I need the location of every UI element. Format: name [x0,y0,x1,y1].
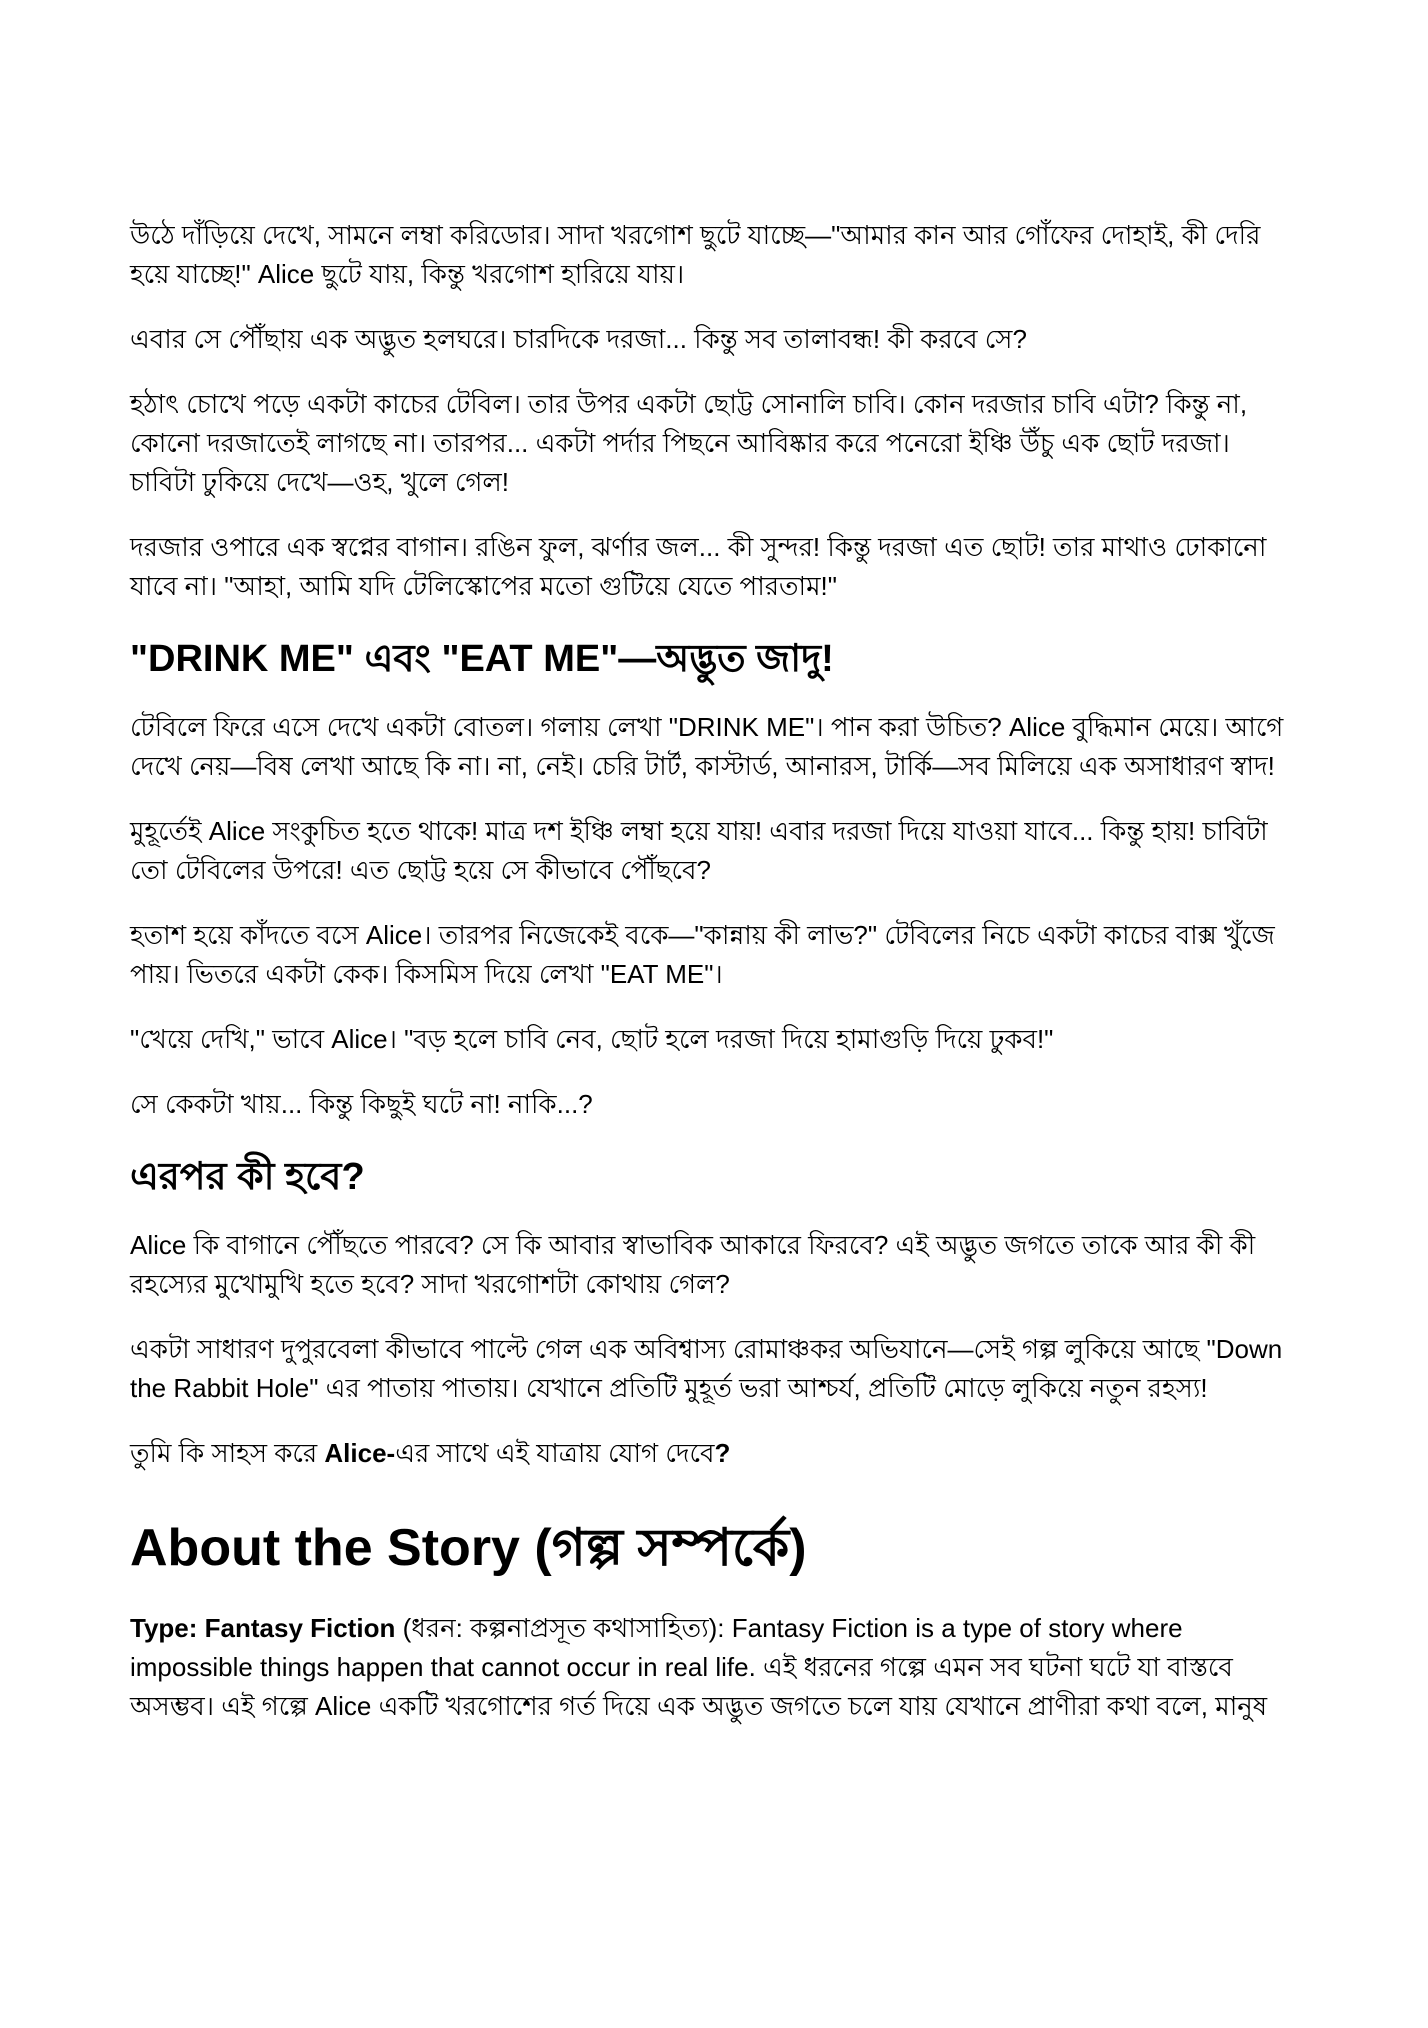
story-paragraph-shrinking: মুহূর্তেই Alice সংকুচিত হতে থাকে! মাত্র দশ ইঞ্চি লম্বা হয়ে যায়! এবার দরজা দিয়ে যাওয়া যাবে... কিন্তু হায়! চাবিটা তো টেবিলের উপরে! এত ছোট্ট হয়ে সে কীভাবে পৌঁছবে? [130,816,1268,885]
page-title-about-the-story: About the Story (গল্প সম্পর্কে) [130,1519,807,1577]
section-heading-whats-next: এরপর কী হবে? [130,1156,365,1198]
story-paragraph-drink-me-bottle: টেবিলে ফিরে এসে দেখে একটা বোতল। গলায় লেখা "DRINK ME"। পান করা উচিত? Alice বুদ্ধিমান মেয়ে। আগে দেখে নেয়—বিষ লেখা আছে কি না। না, নেই। চেরি টার্ট, কাস্টার্ড, আনারস, টার্কি—সব মিলিয়ে এক অসাধারণ স্বাদ! [130,712,1284,781]
story-paragraph-invitation [130,1434,1300,1473]
story-paragraph-alice-plan: "খেয়ে দেখি," ভাবে Alice। "বড় হলে চাবি নেব, ছোট হলে দরজা দিয়ে হামাগুড়ি দিয়ে ঢুকব!" [130,1024,1054,1054]
about-type-rest: (ধরন: কল্পনাপ্রসূত কথাসাহিত্য): Fantasy Fiction is a type of story where impossible things happen that cannot occur in real life. এই ধরনের গল্পে এমন সব ঘটনা ঘটে যা বাস্তবে অসম্ভব। এই গল্পে Alice একটি খরগোশের গর্ত দিয়ে এক অদ্ভুত জগতে চলে যায় যেখানে প্রাণীরা কথা বলে, মানুষ [130,1613,1268,1721]
story-paragraph-eat-me-cake: হতাশ হয়ে কাঁদতে বসে Alice। তারপর নিজেকেই বকে—"কান্নায় কী লাভ?" টেবিলের নিচে একটা কাচের বাক্স খুঁজে পায়। ভিতরে একটা কেক। কিসমিস দিয়ে লেখা "EAT ME"। [130,920,1275,989]
story-paragraph-questions: Alice কি বাগানে পৌঁছতে পারবে? সে কি আবার স্বাভাবিক আকারে ফিরবে? এই অদ্ভুত জগতে তাকে আর কী কী রহস্যের মুখোমুখি হতে হবে? সাদা খরগোশটা কোথায় গেল? [130,1230,1256,1299]
invitation-question-mark-bold: ? [714,1438,731,1468]
story-paragraph-hall-of-doors: এবার সে পৌঁছায় এক অদ্ভুত হলঘরে। চারদিকে দরজা... কিন্তু সব তালাবন্ধ! কী করবে সে? [130,324,1027,354]
story-paragraph-nothing-happens: সে কেকটা খায়... কিন্তু কিছুই ঘটে না! নাকি...? [130,1089,593,1119]
about-type-bold-lead: Type: Fantasy Fiction [130,1613,396,1643]
story-paragraph-book-teaser: একটা সাধারণ দুপুরবেলা কীভাবে পাল্টে গেল এক অবিশ্বাস্য রোমাঞ্চকর অভিযানে—সেই গল্প লুকিয়ে আছে "Down the Rabbit Hole" এর পাতায় পাতায়। যেখানে প্রতিটি মুহূর্ত ভরা আশ্চর্য, প্রতিটি মোড়ে লুকিয়ে নতুন রহস্য! [130,1334,1283,1403]
story-paragraph-about-type [130,1609,1300,1726]
story-paragraph-glass-table-key: হঠাৎ চোখে পড়ে একটা কাচের টেবিল। তার উপর একটা ছোট্ট সোনালি চাবি। কোন দরজার চাবি এটা? কিন্তু না, কোনো দরজাতেই লাগছে না। তারপর... একটা পর্দার পিছনে আবিষ্কার করে পনেরো ইঞ্চি উঁচু এক ছোট দরজা। চাবিটা ঢুকিয়ে দেখে—ওহ, খুলে গেল! [130,389,1248,497]
story-paragraph-corridor: উঠে দাঁড়িয়ে দেখে, সামনে লম্বা করিডোর। সাদা খরগোশ ছুটে যাচ্ছে—"আমার কান আর গোঁফের দোহাই, কী দেরি হয়ে যাচ্ছে!" Alice ছুটে যায়, কিন্তু খরগোশ হারিয়ে যায়। [130,220,1261,289]
invitation-text-pre: তুমি কি সাহস করে [130,1438,325,1468]
invitation-text-mid: এর সাথে এই যাত্রায় যোগ দেবে [395,1438,715,1468]
story-paragraph-dream-garden: দরজার ওপারে এক স্বপ্নের বাগান। রঙিন ফুল, ঝর্ণার জল... কী সুন্দর! কিন্তু দরজা এত ছোট! তার মাথাও ঢোকানো যাবে না। "আহা, আমি যদি টেলিস্কোপের মতো গুটিয়ে যেতে পারতাম!" [130,532,1267,601]
invitation-alice-bold: Alice- [324,1438,396,1468]
section-heading-drink-me-eat-me: "DRINK ME" এবং "EAT ME"—অদ্ভুত জাদু! [130,638,834,680]
